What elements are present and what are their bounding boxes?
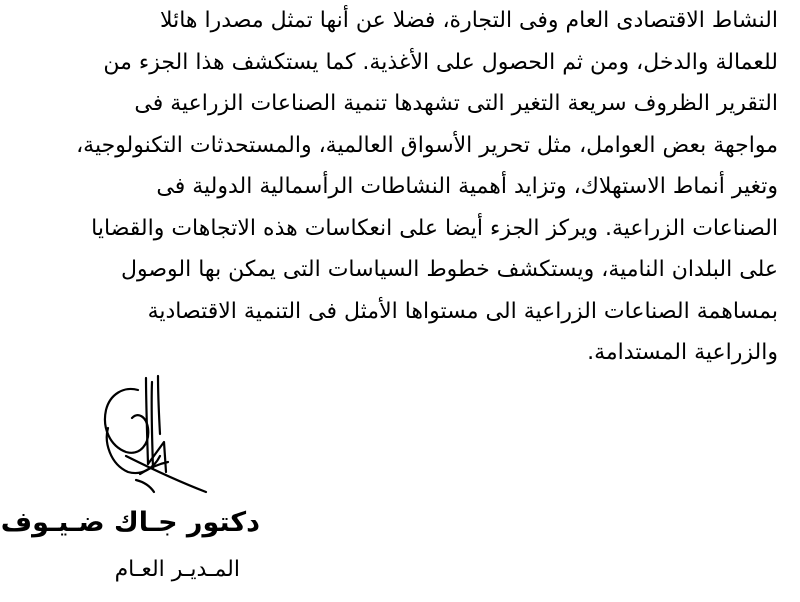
text-line: على البلدان النامية، ويستكشف خطوط السياسات التى يمكن بها الوصول [121,257,778,282]
text-line: مواجهة بعض العوامل، مثل تحرير الأسواق العالمية، والمستحدثات التكنولوجية، [76,132,778,158]
text-line: التقرير الظروف سريعة التغير التى تشهدها تنمية الصناعات الزراعية فى [134,91,778,116]
text-line: للعمالة والدخل، ومن ثم الحصول على الأغذية. كما يستكشف هذا الجزء من [103,49,778,75]
text-line: والزراعية المستدامة. [587,340,778,365]
text-line: النشاط الاقتصادى العام وفى التجارة، فضلا عن أنها تمثل مصدرا هائلا [159,8,778,33]
text-line: الصناعات الزراعية. ويركز الجزء أيضا على انعكاسات هذه الاتجاهات والقضايا [91,215,778,241]
text-line: بمساهمة الصناعات الزراعية الى مستواها الأمثل فى التنمية الاقتصادية [147,298,778,324]
handwritten-signature [80,372,210,498]
signatory-name: دكتور جـاك ضـيـوف [0,507,260,538]
body-paragraph [12,0,778,374]
text-line: وتغير أنماط الاستهلاك، وتزايد أهمية النشاطات الرأسمالية الدولية فى [156,174,778,199]
signatory-title: المـديـر العـام [114,557,240,582]
